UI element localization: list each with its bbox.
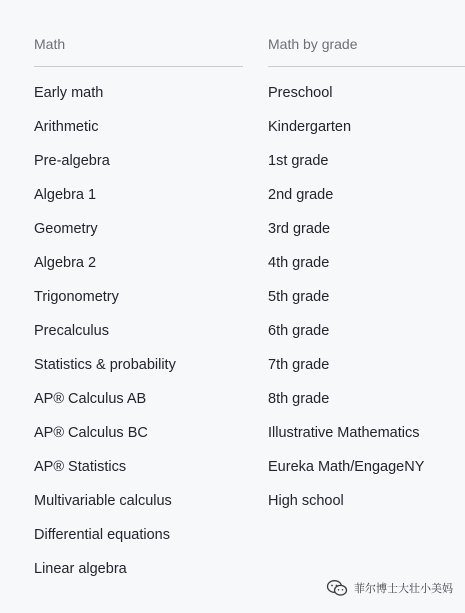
course-link-multivariable-calculus[interactable]: Multivariable calculus [34, 493, 172, 509]
math-course-list [34, 67, 243, 586]
course-link-trigonometry[interactable]: Trigonometry [34, 289, 119, 305]
course-link-arithmetic[interactable]: Arithmetic [34, 119, 99, 135]
math-column [34, 32, 243, 586]
math-by-grade-column [268, 32, 465, 518]
course-link-precalculus[interactable]: Precalculus [34, 323, 109, 339]
grade-link-6th-grade[interactable]: 6th grade [268, 323, 330, 339]
grade-link-8th-grade[interactable]: 8th grade [268, 391, 330, 407]
course-link-ap-statistics[interactable]: AP® Statistics [34, 459, 127, 475]
grade-link-kindergarten[interactable]: Kindergarten [268, 119, 352, 135]
course-link-geometry[interactable]: Geometry [34, 221, 98, 237]
course-link-pre-algebra[interactable]: Pre-algebra [34, 153, 110, 169]
grade-link-3rd-grade[interactable]: 3rd grade [268, 221, 331, 237]
wechat-watermark [326, 579, 453, 597]
course-link-differential-equations[interactable]: Differential equations [34, 527, 170, 543]
course-link-ap-calculus-bc[interactable]: AP® Calculus BC [34, 425, 148, 441]
math-column-header: Math [34, 32, 243, 67]
grade-link-illustrative-mathematics[interactable]: Illustrative Mathematics [268, 425, 420, 441]
course-link-early-math[interactable]: Early math [34, 85, 104, 101]
math-by-grade-header: Math by grade [268, 32, 465, 67]
course-link-ap-calculus-ab[interactable]: AP® Calculus AB [34, 391, 147, 407]
watermark-text: 菲尔博士大壮小美妈 [354, 583, 453, 595]
grade-link-preschool[interactable]: Preschool [268, 85, 333, 101]
course-link-linear-algebra[interactable]: Linear algebra [34, 561, 127, 577]
grade-link-eureka-math-engageny[interactable]: Eureka Math/EngageNY [268, 459, 425, 475]
course-link-statistics-probability[interactable]: Statistics & probability [34, 357, 176, 373]
wechat-icon [326, 579, 348, 597]
grade-link-1st-grade[interactable]: 1st grade [268, 153, 329, 169]
course-link-algebra-1[interactable]: Algebra 1 [34, 187, 97, 203]
grade-list [268, 67, 465, 518]
grade-link-5th-grade[interactable]: 5th grade [268, 289, 330, 305]
grade-link-2nd-grade[interactable]: 2nd grade [268, 187, 334, 203]
course-link-algebra-2[interactable]: Algebra 2 [34, 255, 97, 271]
grade-link-4th-grade[interactable]: 4th grade [268, 255, 330, 271]
grade-link-high-school[interactable]: High school [268, 493, 344, 509]
grade-link-7th-grade[interactable]: 7th grade [268, 357, 330, 373]
